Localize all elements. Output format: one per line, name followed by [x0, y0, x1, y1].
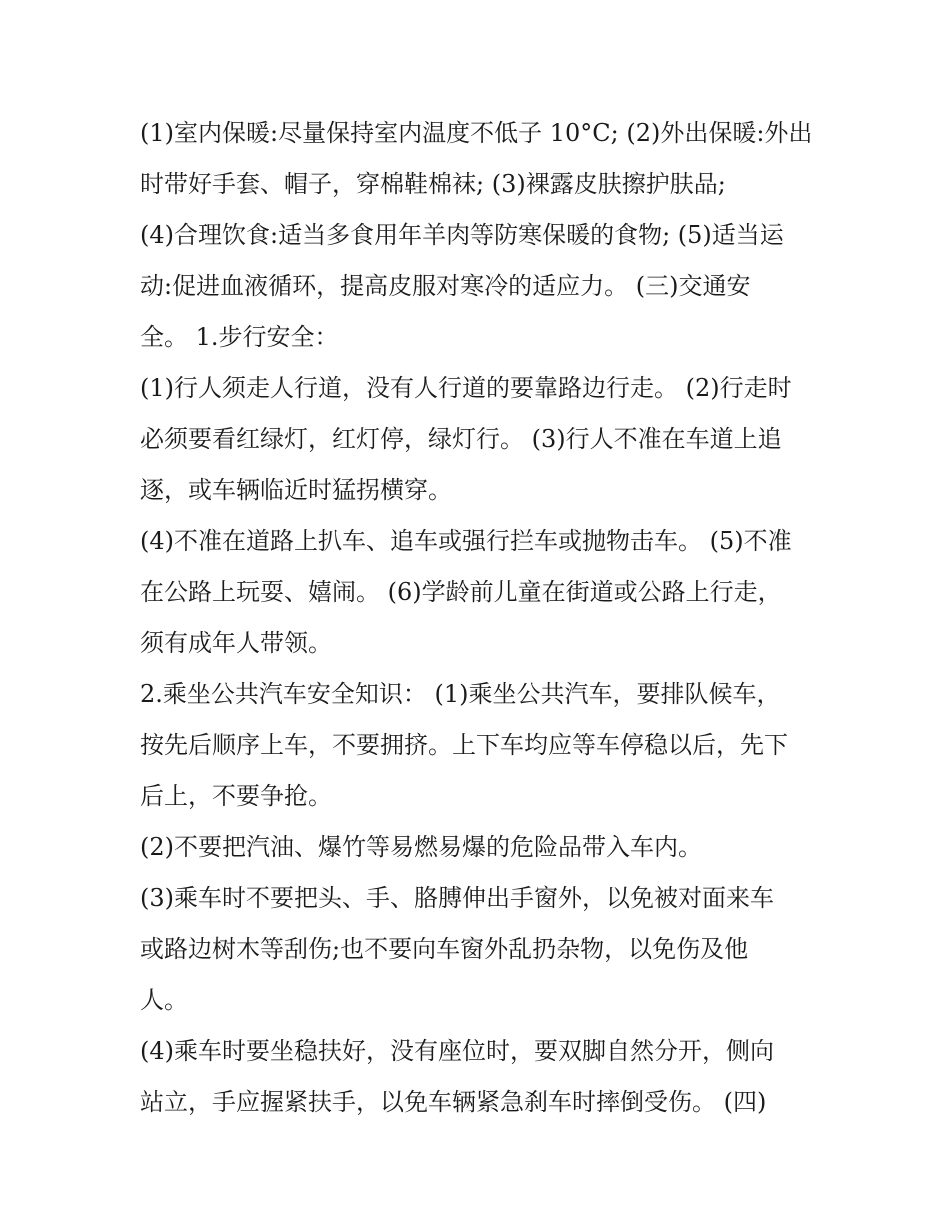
text-line: 或路边树木等刮伤;也不要向车窗外乱扔杂物，以免伤及他 [140, 935, 749, 963]
text-line: 在公路上玩耍、嬉闹。 (6)学龄前儿童在街道或公路上行走， [140, 578, 782, 606]
text-line: 须有成年人带领。 [140, 629, 332, 657]
document-body [140, 108, 830, 1128]
text-line: 必须要看红绿灯，红灯停，绿灯行。 (3)行人不准在车道上追 [140, 425, 782, 453]
text-line: (4)合理饮食:适当多食用年羊肉等防寒保暖的食物; (5)适当运 [140, 221, 784, 249]
text-line: 人。 [140, 986, 188, 1014]
text-line: 2.乘坐公共汽车安全知识： (1)乘坐公共汽车，要排队候车， [140, 680, 781, 708]
text-line: (2)不要把汽油、爆竹等易燃易爆的危险品带入车内。 [140, 833, 702, 861]
text-line: (4)不准在道路上扒车、追车或强行拦车或抛物击车。 (5)不准 [140, 527, 792, 555]
text-line: 逐，或车辆临近时猛拐横穿。 [140, 476, 452, 504]
text-line: 按先后顺序上车，不要拥挤。上下车均应等车停稳以后，先下 [140, 731, 788, 759]
text-line: 时带好手套、帽子，穿棉鞋棉袜; (3)裸露皮肤擦护肤品; [140, 170, 726, 198]
text-line: (3)乘车时不要把头、手、胳膊伸出手窗外，以免被对面来车 [140, 884, 774, 912]
text-line: (1)室内保暖:尽量保持室内温度不低子 10°C; (2)外出保暖:外出 [140, 119, 813, 147]
text-line: 站立，手应握紧扶手，以免车辆紧急刹车时摔倒受伤。 (四) [140, 1088, 767, 1116]
text-line: 动:促进血液循环，提高皮服对寒冷的适应力。 (三)交通安 [140, 272, 751, 300]
text-line: (1)行人须走人行道，没有人行道的要靠路边行走。 (2)行走时 [140, 374, 792, 402]
text-line: 后上，不要争抢。 [140, 782, 332, 810]
text-line: 全。 1.步行安全： [140, 323, 339, 351]
text-line: (4)乘车时要坐稳扶好，没有座位时，要双脚自然分开，侧向 [140, 1037, 774, 1065]
